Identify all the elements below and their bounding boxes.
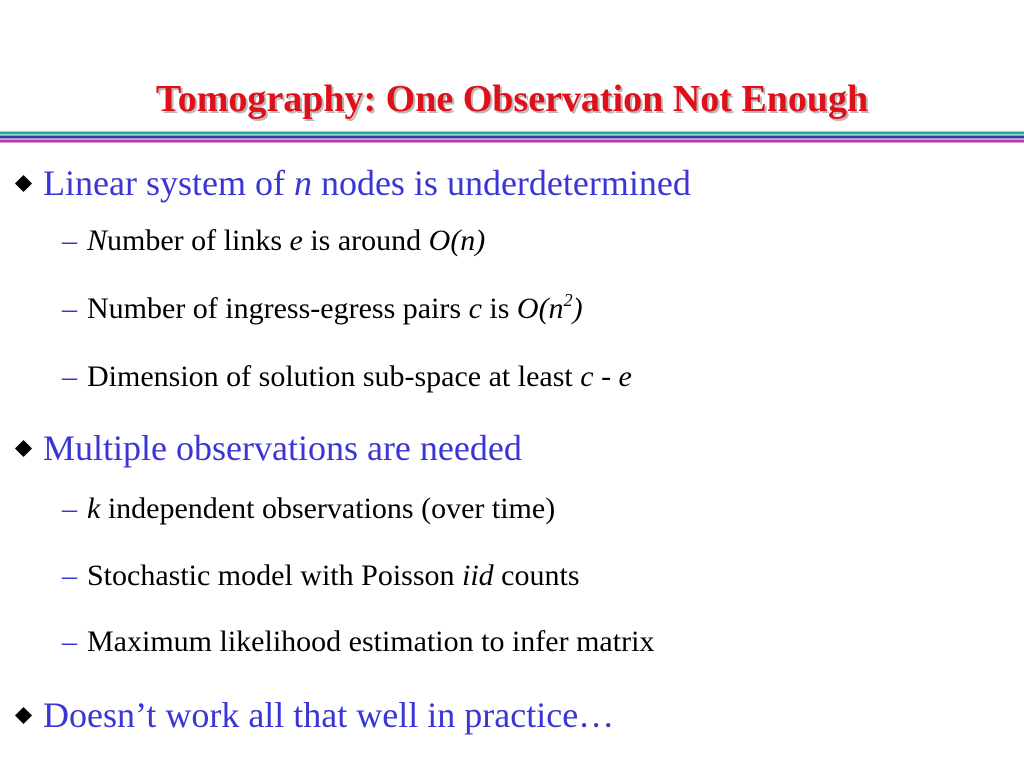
sub-bullet-item: – Number of links e is around O(n) [62, 224, 486, 257]
bullet-item [14, 161, 691, 205]
bullet-text: Multiple observations are needed [43, 428, 522, 468]
bullet-text: Doesn’t work all that well in practice… [43, 695, 615, 735]
title-divider [0, 130, 1024, 146]
dash-icon: – [62, 360, 77, 393]
dash-icon: – [62, 292, 77, 325]
diamond-icon [14, 174, 33, 193]
bullet-item [14, 693, 614, 737]
dash-icon: – [62, 559, 77, 592]
diamond-icon [14, 439, 33, 458]
sub-bullet-item: – Maximum likelihood estimation to infer matrix [62, 625, 655, 658]
sub-bullet-item: – k independent observations (over time) [62, 492, 556, 525]
dash-icon: – [62, 625, 77, 658]
dash-icon: – [62, 224, 77, 257]
sub-bullet-item: – Number of ingress-egress pairs c is $O(n^2)$ [62, 290, 583, 325]
sub-bullet-item: – Dimension of solution sub-space at least c - e [62, 360, 632, 393]
slide-title: Tomography: One Observation Not Enough [155, 78, 869, 120]
diamond-icon [14, 706, 33, 725]
dash-icon: – [62, 492, 77, 525]
bullet-item [14, 426, 522, 470]
sub-bullet-item: – Stochastic model with Poisson iid counts [62, 559, 580, 592]
bullet-text: Linear system of n nodes is underdetermined [43, 163, 691, 203]
